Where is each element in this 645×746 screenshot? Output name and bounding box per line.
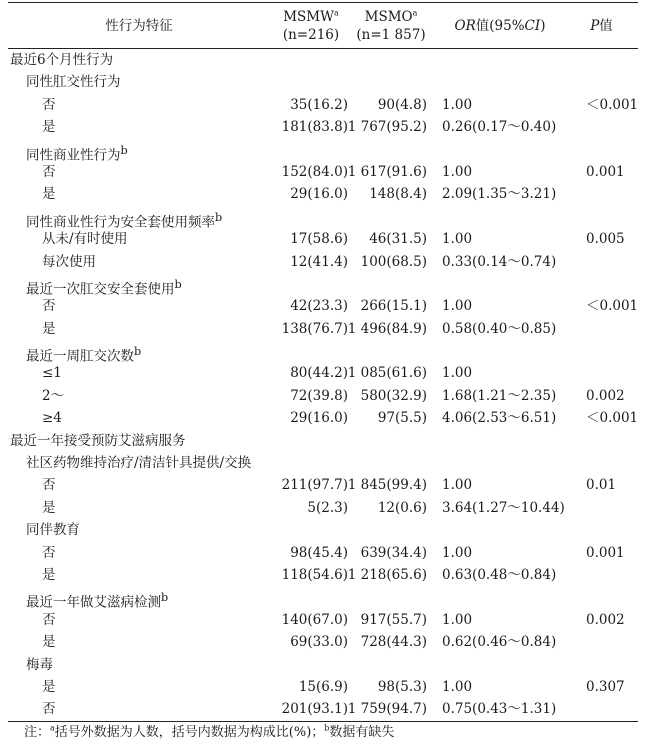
- row-label-text: 最近一周肛交次数: [26, 348, 134, 365]
- cell-p: [586, 298, 638, 315]
- table-group-row: [0, 206, 645, 231]
- cell-msmo: [361, 612, 427, 629]
- cell-msmo: [348, 701, 427, 718]
- cell-msmw-text: 80(44.2): [290, 365, 348, 382]
- row-label: [42, 477, 56, 494]
- row-label: [42, 634, 56, 651]
- cell-msmw: [282, 567, 348, 584]
- table-group-row: [0, 519, 645, 541]
- cell-msmo: [378, 97, 427, 114]
- cell-or-text: 1.00: [442, 231, 473, 248]
- cell-msmo: [378, 500, 427, 517]
- cell-p-text: 0.001: [586, 163, 625, 180]
- header-msmw-name: MSMW: [283, 9, 334, 25]
- cell-or-text: 3.64(1.27～10.44): [442, 499, 565, 516]
- row-label: [26, 522, 80, 539]
- row-label-text: 否: [42, 611, 56, 628]
- cell-msmo-text: 100(68.5): [360, 253, 427, 270]
- table-row: [0, 609, 645, 631]
- cell-msmw-text: 29(16.0): [290, 186, 348, 203]
- cell-msmw-text: 72(39.8): [290, 387, 348, 404]
- cell-or: [442, 119, 556, 136]
- cell-msmo-text: 639(34.4): [360, 544, 427, 561]
- cell-p: [586, 679, 625, 696]
- row-label-text: 最近一次肛交安全套使用: [26, 281, 175, 298]
- header-or-rest: 值(95%: [475, 18, 525, 34]
- row-label-text: ≤1: [42, 365, 62, 382]
- row-label-text: 是: [42, 499, 56, 516]
- header-msmo-n: (n=1 857): [356, 27, 426, 43]
- table-group-row: [0, 586, 645, 611]
- cell-msmo: [378, 410, 427, 427]
- table-group-row: [0, 340, 645, 365]
- cell-msmo: [348, 321, 427, 338]
- cell-or: [442, 612, 472, 629]
- row-label: [42, 321, 56, 338]
- row-label: [26, 657, 53, 674]
- cell-msmw: [282, 701, 348, 718]
- cell-or-text: 1.00: [442, 678, 473, 695]
- cell-p: [586, 477, 616, 494]
- row-label-sup: b: [134, 345, 142, 359]
- row-label: [26, 455, 251, 472]
- row-label-text: 否: [42, 477, 56, 494]
- cell-msmw-text: 201(93.1): [281, 701, 348, 718]
- row-label-text: 是: [42, 634, 56, 651]
- footnote-sup-b: b: [324, 723, 330, 733]
- cell-msmo-text: 1 218(65.6): [347, 566, 427, 583]
- row-label-text: 社区药物维持治疗/清洁针具提供/交换: [26, 455, 252, 472]
- table-row: [0, 564, 645, 586]
- cell-msmo-text: 917(55.7): [360, 611, 427, 628]
- cell-msmw: [290, 298, 348, 315]
- table-group-row: [0, 273, 645, 298]
- header-msmo: [350, 6, 432, 46]
- cell-msmo: [361, 298, 427, 315]
- footnote: [24, 724, 394, 742]
- cell-msmo: [369, 186, 427, 203]
- cell-msmw-text: 152(84.0): [281, 163, 348, 180]
- row-label: [42, 164, 56, 181]
- cell-or-text: 1.00: [442, 544, 473, 561]
- cell-msmw-text: 98(45.4): [290, 544, 348, 561]
- row-label: [42, 298, 56, 315]
- table-group-row: [0, 654, 645, 676]
- cell-or: [442, 567, 556, 584]
- row-label-text: 每次使用: [42, 253, 96, 270]
- cell-or-text: 4.06(2.53～6.51): [442, 410, 557, 427]
- row-label: [10, 433, 186, 450]
- header-p-rest: 值: [599, 18, 613, 34]
- cell-or: [442, 231, 472, 248]
- cell-msmo: [361, 545, 427, 562]
- cell-p-text: ＜0.001: [586, 410, 639, 427]
- cell-msmw-text: 29(16.0): [290, 410, 348, 427]
- cell-msmo-text: 728(44.3): [360, 634, 427, 651]
- table-row: [0, 474, 645, 496]
- cell-or: [442, 186, 556, 203]
- row-label-text: 从未/有时使用: [42, 231, 128, 248]
- row-label-sup: b: [215, 210, 223, 224]
- table-group-row: [0, 139, 645, 164]
- row-label: [42, 410, 62, 427]
- footnote-text-b: 数据有缺失: [329, 725, 395, 740]
- cell-msmo-text: 1 845(99.4): [347, 477, 427, 494]
- cell-msmo-text: 90(4.8): [377, 96, 427, 113]
- table-row: [0, 362, 645, 384]
- header-p-italic: P: [590, 18, 600, 34]
- cell-msmo-text: 12(0.6): [377, 499, 427, 516]
- table-group-row: [0, 452, 645, 474]
- cell-msmo: [348, 477, 427, 494]
- header-p: [565, 6, 638, 46]
- header-feature: 性行为特征: [105, 18, 173, 34]
- cell-msmw: [290, 634, 348, 651]
- table-group-row: [0, 49, 645, 71]
- cell-msmw-text: 211(97.7): [281, 477, 348, 494]
- row-label-text: 是: [42, 186, 56, 203]
- cell-or-text: 0.58(0.40～0.85): [442, 320, 557, 337]
- cell-or: [442, 254, 556, 271]
- bottom-rule: [8, 721, 638, 722]
- table-row: [0, 385, 645, 407]
- table-row: [0, 251, 645, 273]
- cell-msmo: [348, 365, 427, 382]
- cell-msmw-text: 42(23.3): [290, 298, 348, 315]
- cell-msmw-text: 12(41.4): [290, 253, 348, 270]
- row-label-text: 同性商业性行为: [26, 147, 121, 164]
- table-row: [0, 497, 645, 519]
- cell-or-text: 1.00: [442, 163, 473, 180]
- cell-msmw-text: 35(16.2): [290, 96, 348, 113]
- row-label: [42, 545, 56, 562]
- table-row: [0, 318, 645, 340]
- row-label: [42, 365, 62, 382]
- row-label-text: 否: [42, 298, 56, 315]
- cell-msmw: [290, 388, 348, 405]
- cell-msmo-text: 266(15.1): [360, 298, 427, 315]
- cell-msmo-text: 1 759(94.7): [347, 701, 427, 718]
- row-label: [26, 74, 121, 91]
- cell-msmo-text: 98(5.3): [377, 678, 427, 695]
- header-or-ci: CI: [524, 18, 541, 34]
- cell-msmo-text: 1 767(95.2): [347, 119, 427, 136]
- cell-msmw: [290, 410, 348, 427]
- cell-p-text: 0.001: [586, 544, 625, 561]
- table-row: [0, 183, 645, 205]
- row-label-text: 同性商业性行为安全套使用频率: [26, 214, 215, 231]
- row-label-text: 否: [42, 544, 56, 561]
- cell-msmw: [290, 545, 348, 562]
- cell-p-text: 0.307: [586, 678, 625, 695]
- table-row: [0, 407, 645, 429]
- cell-msmw-text: 140(67.0): [281, 611, 348, 628]
- cell-or: [442, 477, 472, 494]
- row-label-text: 否: [42, 163, 56, 180]
- row-label: [10, 52, 113, 69]
- row-label-text: 最近一年接受预防艾滋病服务: [10, 432, 186, 449]
- cell-p: [586, 97, 638, 114]
- header-or-italic: OR: [454, 18, 476, 34]
- cell-msmw: [290, 231, 348, 248]
- cell-msmw: [282, 164, 348, 181]
- footnote-sup-a: a: [50, 723, 55, 733]
- table-row: [0, 228, 645, 250]
- row-label-text: 是: [42, 678, 56, 695]
- table-row: [0, 631, 645, 653]
- cell-msmo: [348, 164, 427, 181]
- cell-msmo: [348, 567, 427, 584]
- row-label-sup: b: [161, 591, 169, 605]
- header-msmo-sup: a: [412, 8, 418, 18]
- table-row: [0, 161, 645, 183]
- cell-msmw-text: 181(83.8): [281, 119, 348, 136]
- cell-or: [442, 410, 556, 427]
- row-label-text: 梅毒: [26, 656, 53, 673]
- cell-msmo: [369, 231, 427, 248]
- cell-or: [442, 500, 565, 517]
- row-label-text: 2～: [42, 387, 65, 404]
- row-label: [42, 612, 56, 629]
- cell-msmw: [299, 679, 348, 696]
- cell-msmw-text: 118(54.6): [281, 566, 348, 583]
- cell-or-text: 1.00: [442, 365, 473, 382]
- row-label: [42, 388, 64, 405]
- row-label-text: 是: [42, 566, 56, 583]
- cell-msmo-text: 97(5.5): [377, 410, 427, 427]
- row-label-text: 是: [42, 119, 56, 136]
- cell-msmo-text: 46(31.5): [369, 231, 427, 248]
- table-group-row: [0, 430, 645, 452]
- cell-p-text: 0.002: [586, 611, 625, 628]
- cell-or: [442, 298, 472, 315]
- cell-p-text: 0.01: [586, 477, 617, 494]
- header-msmw: [272, 6, 350, 46]
- cell-msmw: [290, 186, 348, 203]
- cell-msmw-text: 69(33.0): [290, 634, 348, 651]
- row-label: [42, 567, 56, 584]
- cell-msmo: [378, 679, 427, 696]
- row-label-text: 同性肛交性行为: [26, 74, 121, 91]
- cell-or: [442, 164, 472, 181]
- cell-msmo-text: 148(8.4): [369, 186, 427, 203]
- cell-or: [442, 388, 556, 405]
- cell-msmo-text: 1 617(91.6): [347, 163, 427, 180]
- header-or-close: ): [540, 18, 546, 34]
- cell-or: [442, 97, 472, 114]
- cell-or-text: 1.00: [442, 298, 473, 315]
- header-msmw-n: (n=216): [282, 27, 340, 43]
- header-or: [435, 6, 565, 46]
- row-label: [42, 186, 56, 203]
- footnote-text-a: 括号外数据为人数，括号内数据为构成比(%)；: [54, 725, 325, 740]
- cell-msmo-text: 1 496(84.9): [347, 320, 427, 337]
- cell-or-text: 0.75(0.43～1.31): [442, 701, 557, 718]
- cell-or-text: 1.00: [442, 611, 473, 628]
- cell-or-text: 1.68(1.21～2.35): [442, 387, 557, 404]
- cell-msmw: [282, 321, 348, 338]
- cell-msmw-text: 5(2.3): [307, 499, 348, 516]
- footnote-prefix: 注：: [24, 725, 51, 740]
- cell-p-text: 0.005: [586, 231, 625, 248]
- cell-msmo-text: 580(32.9): [360, 387, 427, 404]
- cell-p: [586, 612, 625, 629]
- cell-p: [586, 545, 625, 562]
- row-label-sup: b: [174, 277, 182, 291]
- row-label: [42, 254, 96, 271]
- table-row: [0, 94, 645, 116]
- row-label: [42, 701, 56, 718]
- cell-or-text: 0.62(0.46～0.84): [442, 634, 557, 651]
- cell-or-text: 1.00: [442, 96, 473, 113]
- cell-msmw: [307, 500, 348, 517]
- cell-or-text: 0.63(0.48～0.84): [442, 566, 557, 583]
- cell-p-text: 0.002: [586, 387, 625, 404]
- row-label-text: 否: [42, 701, 56, 718]
- row-label-text: 最近6个月性行为: [10, 52, 114, 68]
- table-row: [0, 676, 645, 698]
- cell-msmw: [282, 119, 348, 136]
- cell-msmw: [282, 612, 348, 629]
- row-label-text: 否: [42, 96, 56, 113]
- cell-p: [586, 164, 625, 181]
- cell-msmo: [361, 634, 427, 651]
- cell-msmw-text: 138(76.7): [281, 320, 348, 337]
- cell-msmo: [348, 119, 427, 136]
- cell-msmo: [361, 388, 427, 405]
- cell-p: [586, 388, 625, 405]
- cell-or-text: 2.09(1.35～3.21): [442, 186, 557, 203]
- row-label-text: 最近一年做艾滋病检测: [26, 594, 161, 611]
- cell-p-text: ＜0.001: [586, 96, 639, 113]
- cell-p-text: ＜0.001: [586, 298, 639, 315]
- cell-msmw-text: 17(58.6): [290, 231, 348, 248]
- table-body: [0, 49, 645, 721]
- row-label: [42, 679, 56, 696]
- cell-or: [442, 679, 472, 696]
- row-label: [42, 97, 56, 114]
- header-msmo-name: MSMO: [364, 9, 413, 25]
- top-rule: [8, 2, 638, 3]
- row-label-text: 是: [42, 320, 56, 337]
- cell-or: [442, 545, 472, 562]
- row-label: [42, 119, 56, 136]
- cell-msmw: [282, 477, 348, 494]
- cell-or-text: 1.00: [442, 477, 473, 494]
- table-row: [0, 698, 645, 720]
- cell-or: [442, 634, 556, 651]
- table-row: [0, 116, 645, 138]
- cell-or: [442, 365, 472, 382]
- row-label: [42, 500, 56, 517]
- cell-msmw: [290, 97, 348, 114]
- table-row: [0, 295, 645, 317]
- cell-p: [586, 410, 638, 427]
- table-group-row: [0, 71, 645, 93]
- cell-msmw-text: 15(6.9): [298, 678, 348, 695]
- row-label-text: ≥4: [42, 410, 62, 427]
- cell-or: [442, 321, 556, 338]
- cell-or-text: 0.26(0.17～0.40): [442, 119, 557, 136]
- cell-msmo-text: 1 085(61.6): [347, 365, 427, 382]
- row-label: [42, 231, 128, 248]
- cell-p: [586, 231, 625, 248]
- cell-or: [442, 701, 556, 718]
- cell-msmw: [290, 254, 348, 271]
- cell-or-text: 0.33(0.14～0.74): [442, 253, 557, 270]
- row-label-text: 同伴教育: [26, 522, 80, 539]
- cell-msmo: [361, 254, 427, 271]
- table-row: [0, 542, 645, 564]
- row-label-sup: b: [120, 143, 128, 157]
- cell-msmw: [290, 365, 348, 382]
- header-msmw-sup: a: [334, 8, 339, 18]
